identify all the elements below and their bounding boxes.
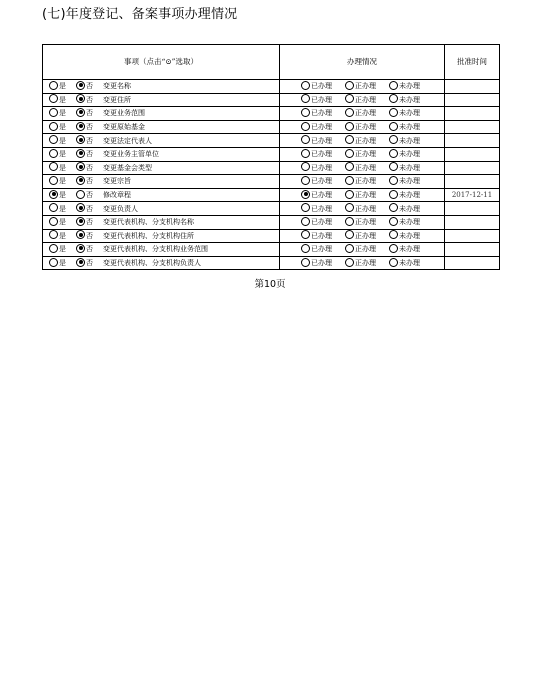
yes-option[interactable] <box>49 148 76 160</box>
matter-cell <box>43 243 280 257</box>
yes-option[interactable] <box>49 203 76 215</box>
yes-option[interactable] <box>49 243 76 255</box>
status-radio[interactable] <box>345 244 354 253</box>
status-label: 正办理 <box>355 95 376 104</box>
status-radio[interactable] <box>301 122 310 131</box>
status-option[interactable] <box>345 203 389 215</box>
table-row <box>43 215 500 229</box>
yes-label: 是 <box>59 218 66 227</box>
status-option[interactable] <box>301 243 345 255</box>
yes-label: 是 <box>59 204 66 213</box>
status-option[interactable] <box>301 230 345 242</box>
status-cell <box>280 120 445 134</box>
approval-date <box>445 161 500 175</box>
no-label: 否 <box>86 82 93 91</box>
page-number: 第10页 <box>254 279 286 290</box>
no-option[interactable] <box>76 162 103 174</box>
status-label: 未办理 <box>399 191 420 200</box>
matter-name: 变更法定代表人 <box>103 136 152 145</box>
status-radio[interactable] <box>345 162 354 171</box>
no-option[interactable] <box>76 107 103 119</box>
status-option[interactable] <box>389 230 433 242</box>
status-radio[interactable] <box>389 244 398 253</box>
yes-radio[interactable] <box>49 244 58 253</box>
status-radio[interactable] <box>301 190 310 199</box>
matter-name: 变更基金会类型 <box>103 163 152 172</box>
yes-radio[interactable] <box>49 230 58 239</box>
header-matter: 事项（点击“⊙”选取） <box>43 45 280 80</box>
status-radio[interactable] <box>301 244 310 253</box>
status-option[interactable] <box>389 189 433 201</box>
status-cell <box>280 107 445 121</box>
yes-radio[interactable] <box>49 135 58 144</box>
yes-radio[interactable] <box>49 190 58 199</box>
no-option[interactable] <box>76 189 103 201</box>
no-option[interactable] <box>76 135 103 147</box>
approval-date <box>445 80 500 94</box>
status-label: 正办理 <box>355 82 376 91</box>
table-row <box>43 134 500 148</box>
yes-label: 是 <box>59 150 66 159</box>
status-radio[interactable] <box>389 94 398 103</box>
matter-name: 变更业务范围 <box>103 109 145 118</box>
yes-option[interactable] <box>49 189 76 201</box>
no-label: 否 <box>86 259 93 268</box>
table-row <box>43 120 500 134</box>
yes-option[interactable] <box>49 94 76 106</box>
yes-label: 是 <box>59 231 66 240</box>
approval-date <box>445 147 500 161</box>
status-label: 未办理 <box>399 245 420 254</box>
matter-name: 变更代表机构、分支机构名称 <box>103 218 194 227</box>
no-radio[interactable] <box>76 258 85 267</box>
no-label: 否 <box>86 177 93 186</box>
status-label: 未办理 <box>399 136 420 145</box>
status-option[interactable] <box>301 175 345 187</box>
status-cell <box>280 229 445 243</box>
status-option[interactable] <box>345 257 389 269</box>
status-label: 已办理 <box>311 150 332 159</box>
status-label: 未办理 <box>399 218 420 227</box>
yes-radio[interactable] <box>49 94 58 103</box>
no-option[interactable] <box>76 216 103 228</box>
matter-name: 变更住所 <box>103 95 131 104</box>
no-label: 否 <box>86 95 93 104</box>
no-label: 否 <box>86 245 93 254</box>
status-option[interactable] <box>389 80 433 92</box>
table-row <box>43 243 500 257</box>
approval-date <box>445 215 500 229</box>
status-radio[interactable] <box>345 203 354 212</box>
status-option[interactable] <box>301 94 345 106</box>
yes-option[interactable] <box>49 257 76 269</box>
no-label: 否 <box>86 150 93 159</box>
status-radio[interactable] <box>389 203 398 212</box>
no-label: 否 <box>86 136 93 145</box>
status-option[interactable] <box>345 189 389 201</box>
status-label: 已办理 <box>311 136 332 145</box>
approval-date <box>445 107 500 121</box>
status-label: 未办理 <box>399 204 420 213</box>
matter-name: 变更代表机构、分支机构住所 <box>103 231 194 240</box>
status-label: 正办理 <box>355 231 376 240</box>
no-option[interactable] <box>76 175 103 187</box>
yes-radio[interactable] <box>49 162 58 171</box>
table-row <box>43 147 500 161</box>
status-option[interactable] <box>301 148 345 160</box>
matter-cell <box>43 229 280 243</box>
table-row <box>43 188 500 202</box>
status-label: 已办理 <box>311 191 332 200</box>
status-label: 未办理 <box>399 150 420 159</box>
status-option[interactable] <box>389 203 433 215</box>
yes-label: 是 <box>59 177 66 186</box>
status-label: 正办理 <box>355 191 376 200</box>
yes-option[interactable] <box>49 121 76 133</box>
yes-radio[interactable] <box>49 81 58 90</box>
status-radio[interactable] <box>345 176 354 185</box>
status-label: 已办理 <box>311 218 332 227</box>
yes-label: 是 <box>59 191 66 200</box>
yes-label: 是 <box>59 163 66 172</box>
yes-label: 是 <box>59 109 66 118</box>
yes-label: 是 <box>59 245 66 254</box>
status-radio[interactable] <box>301 94 310 103</box>
matter-cell <box>43 175 280 189</box>
status-label: 正办理 <box>355 123 376 132</box>
table-row <box>43 229 500 243</box>
table-row <box>43 161 500 175</box>
status-radio[interactable] <box>301 149 310 158</box>
approval-date <box>445 175 500 189</box>
yes-radio[interactable] <box>49 203 58 212</box>
status-radio[interactable] <box>345 258 354 267</box>
status-label: 未办理 <box>399 177 420 186</box>
status-cell <box>280 243 445 257</box>
status-option[interactable] <box>345 162 389 174</box>
yes-option[interactable] <box>49 107 76 119</box>
status-label: 已办理 <box>311 177 332 186</box>
no-label: 否 <box>86 218 93 227</box>
table-row <box>43 175 500 189</box>
status-label: 正办理 <box>355 163 376 172</box>
status-option[interactable] <box>389 121 433 133</box>
no-radio[interactable] <box>76 203 85 212</box>
status-cell <box>280 215 445 229</box>
status-radio[interactable] <box>389 190 398 199</box>
status-option[interactable] <box>345 107 389 119</box>
status-option[interactable] <box>389 135 433 147</box>
status-option[interactable] <box>301 107 345 119</box>
approval-date <box>445 134 500 148</box>
no-label: 否 <box>86 109 93 118</box>
approval-date <box>445 202 500 216</box>
status-option[interactable] <box>389 94 433 106</box>
status-option[interactable] <box>301 80 345 92</box>
status-radio[interactable] <box>389 122 398 131</box>
status-option[interactable] <box>301 257 345 269</box>
status-label: 已办理 <box>311 109 332 118</box>
no-radio[interactable] <box>76 176 85 185</box>
status-label: 已办理 <box>311 231 332 240</box>
status-radio[interactable] <box>301 217 310 226</box>
approval-date <box>445 243 500 257</box>
status-label: 未办理 <box>399 109 420 118</box>
yes-label: 是 <box>59 95 66 104</box>
status-option[interactable] <box>345 243 389 255</box>
no-radio[interactable] <box>76 244 85 253</box>
no-option[interactable] <box>76 80 103 92</box>
status-option[interactable] <box>389 107 433 119</box>
status-cell <box>280 175 445 189</box>
yes-option[interactable] <box>49 162 76 174</box>
matter-cell <box>43 161 280 175</box>
status-radio[interactable] <box>301 81 310 90</box>
no-option[interactable] <box>76 243 103 255</box>
section-title: (七)年度登记、备案事项办理情况 <box>42 7 238 22</box>
matter-name: 变更负责人 <box>103 204 138 213</box>
yes-label: 是 <box>59 136 66 145</box>
status-radio[interactable] <box>301 203 310 212</box>
no-radio[interactable] <box>76 217 85 226</box>
no-option[interactable] <box>76 148 103 160</box>
status-radio[interactable] <box>345 108 354 117</box>
status-label: 正办理 <box>355 259 376 268</box>
status-cell <box>280 147 445 161</box>
status-label: 已办理 <box>311 259 332 268</box>
status-cell <box>280 256 445 270</box>
no-label: 否 <box>86 163 93 172</box>
status-radio[interactable] <box>345 81 354 90</box>
status-label: 正办理 <box>355 136 376 145</box>
no-label: 否 <box>86 231 93 240</box>
status-option[interactable] <box>389 216 433 228</box>
matter-cell <box>43 120 280 134</box>
matter-name: 变更代表机构、分支机构业务范围 <box>103 245 208 254</box>
status-radio[interactable] <box>345 94 354 103</box>
no-radio[interactable] <box>76 162 85 171</box>
matter-cell <box>43 188 280 202</box>
status-option[interactable] <box>345 216 389 228</box>
status-label: 正办理 <box>355 150 376 159</box>
table-row <box>43 256 500 270</box>
status-label: 未办理 <box>399 95 420 104</box>
status-radio[interactable] <box>389 81 398 90</box>
yes-option[interactable] <box>49 230 76 242</box>
no-option[interactable] <box>76 121 103 133</box>
no-radio[interactable] <box>76 122 85 131</box>
status-label: 正办理 <box>355 177 376 186</box>
no-radio[interactable] <box>76 108 85 117</box>
matter-cell <box>43 256 280 270</box>
status-cell <box>280 80 445 94</box>
status-radio[interactable] <box>301 258 310 267</box>
status-radio[interactable] <box>389 258 398 267</box>
status-label: 未办理 <box>399 231 420 240</box>
registration-matters-table <box>42 44 500 270</box>
status-option[interactable] <box>301 121 345 133</box>
status-radio[interactable] <box>389 176 398 185</box>
approval-date <box>445 229 500 243</box>
matter-name: 变更原始基金 <box>103 123 145 132</box>
status-label: 正办理 <box>355 109 376 118</box>
status-label: 未办理 <box>399 123 420 132</box>
approval-date: 2017-12-11 <box>445 188 500 202</box>
status-radio[interactable] <box>301 108 310 117</box>
header-approval-date: 批准时间 <box>445 45 500 80</box>
matter-name: 变更名称 <box>103 82 131 91</box>
no-label: 否 <box>86 191 93 200</box>
no-label: 否 <box>86 123 93 132</box>
no-option[interactable] <box>76 257 103 269</box>
yes-radio[interactable] <box>49 176 58 185</box>
status-option[interactable] <box>389 148 433 160</box>
status-label: 未办理 <box>399 259 420 268</box>
status-option[interactable] <box>389 257 433 269</box>
matter-name: 变更代表机构、分支机构负责人 <box>103 259 201 268</box>
status-cell <box>280 188 445 202</box>
status-label: 未办理 <box>399 82 420 91</box>
no-radio[interactable] <box>76 149 85 158</box>
matter-cell <box>43 80 280 94</box>
yes-radio[interactable] <box>49 217 58 226</box>
status-label: 正办理 <box>355 218 376 227</box>
status-option[interactable] <box>389 175 433 187</box>
matter-cell <box>43 93 280 107</box>
status-radio[interactable] <box>389 230 398 239</box>
status-option[interactable] <box>345 121 389 133</box>
matter-cell <box>43 202 280 216</box>
status-radio[interactable] <box>345 149 354 158</box>
status-option[interactable] <box>345 80 389 92</box>
status-option[interactable] <box>345 230 389 242</box>
yes-radio[interactable] <box>49 122 58 131</box>
matter-cell <box>43 147 280 161</box>
no-radio[interactable] <box>76 190 85 199</box>
status-cell <box>280 134 445 148</box>
yes-option[interactable] <box>49 216 76 228</box>
table-row <box>43 107 500 121</box>
yes-label: 是 <box>59 123 66 132</box>
status-cell <box>280 202 445 216</box>
status-radio[interactable] <box>389 162 398 171</box>
no-radio[interactable] <box>76 81 85 90</box>
no-option[interactable] <box>76 94 103 106</box>
status-label: 未办理 <box>399 163 420 172</box>
approval-date <box>445 93 500 107</box>
matter-name: 变更业务主管单位 <box>103 150 159 159</box>
status-label: 已办理 <box>311 95 332 104</box>
status-radio[interactable] <box>345 217 354 226</box>
no-label: 否 <box>86 204 93 213</box>
status-option[interactable] <box>301 162 345 174</box>
status-label: 正办理 <box>355 245 376 254</box>
matter-name: 变更宗旨 <box>103 177 131 186</box>
status-option[interactable] <box>301 135 345 147</box>
status-radio[interactable] <box>301 162 310 171</box>
status-radio[interactable] <box>345 135 354 144</box>
matter-cell <box>43 215 280 229</box>
yes-option[interactable] <box>49 135 76 147</box>
status-radio[interactable] <box>301 230 310 239</box>
status-label: 正办理 <box>355 204 376 213</box>
table-row <box>43 80 500 94</box>
status-radio[interactable] <box>345 230 354 239</box>
no-radio[interactable] <box>76 94 85 103</box>
status-label: 已办理 <box>311 123 332 132</box>
yes-label: 是 <box>59 259 66 268</box>
no-radio[interactable] <box>76 230 85 239</box>
status-option[interactable] <box>389 243 433 255</box>
yes-radio[interactable] <box>49 258 58 267</box>
status-option[interactable] <box>345 94 389 106</box>
status-label: 已办理 <box>311 204 332 213</box>
matter-cell <box>43 107 280 121</box>
status-radio[interactable] <box>345 122 354 131</box>
yes-label: 是 <box>59 82 66 91</box>
status-radio[interactable] <box>389 108 398 117</box>
no-radio[interactable] <box>76 135 85 144</box>
status-option[interactable] <box>345 135 389 147</box>
no-option[interactable] <box>76 203 103 215</box>
yes-option[interactable] <box>49 175 76 187</box>
status-option[interactable] <box>345 175 389 187</box>
status-radio[interactable] <box>389 135 398 144</box>
status-radio[interactable] <box>301 135 310 144</box>
table-row <box>43 93 500 107</box>
yes-option[interactable] <box>49 80 76 92</box>
status-label: 已办理 <box>311 163 332 172</box>
status-radio[interactable] <box>389 149 398 158</box>
status-option[interactable] <box>301 216 345 228</box>
yes-radio[interactable] <box>49 108 58 117</box>
status-radio[interactable] <box>345 190 354 199</box>
approval-date <box>445 256 500 270</box>
approval-date <box>445 120 500 134</box>
table-header-row <box>43 45 500 80</box>
status-option[interactable] <box>389 162 433 174</box>
status-option[interactable] <box>345 148 389 160</box>
no-option[interactable] <box>76 230 103 242</box>
table-row <box>43 202 500 216</box>
status-option[interactable] <box>301 203 345 215</box>
matter-cell <box>43 134 280 148</box>
status-radio[interactable] <box>301 176 310 185</box>
status-radio[interactable] <box>389 217 398 226</box>
header-status: 办理情况 <box>280 45 445 80</box>
status-label: 已办理 <box>311 82 332 91</box>
status-cell <box>280 161 445 175</box>
status-label: 已办理 <box>311 245 332 254</box>
status-cell <box>280 93 445 107</box>
status-option[interactable] <box>301 189 345 201</box>
matter-name: 修改章程 <box>103 191 131 200</box>
yes-radio[interactable] <box>49 149 58 158</box>
